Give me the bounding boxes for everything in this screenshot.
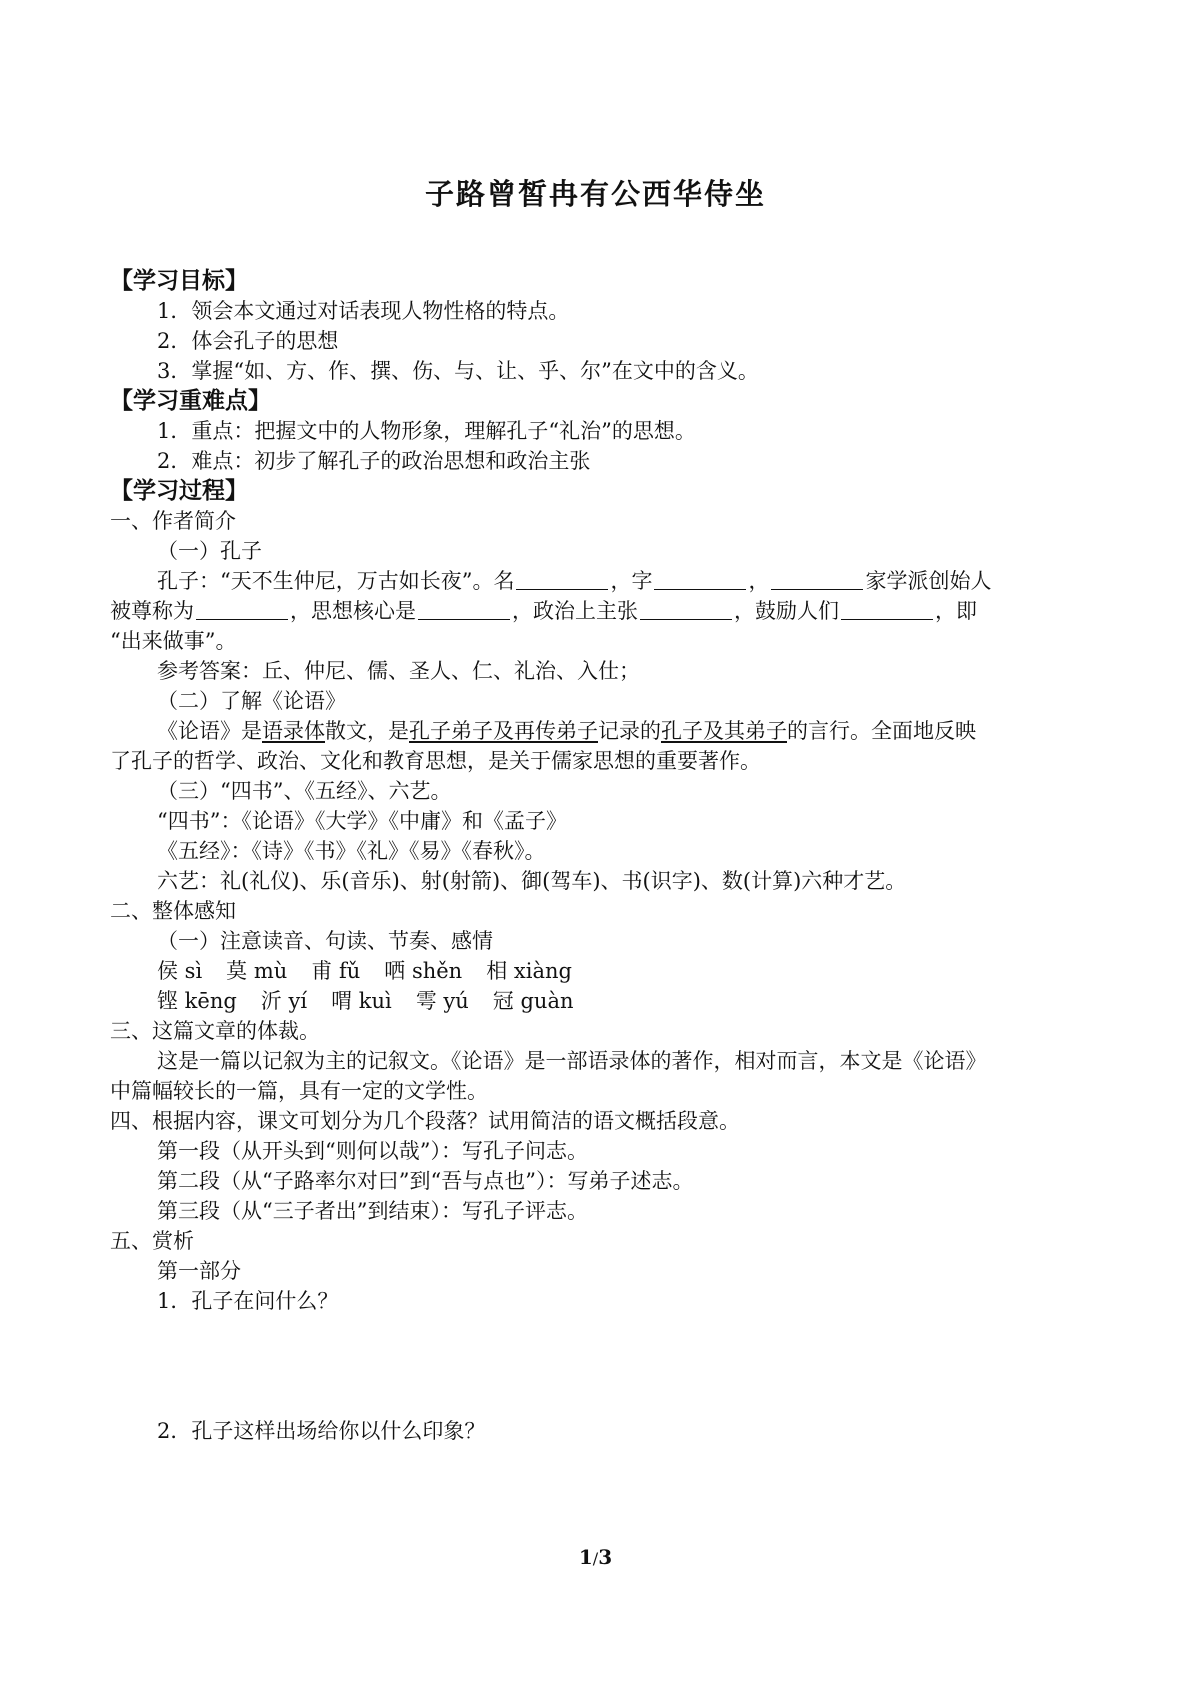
pinyin-item: 莫 mù xyxy=(226,959,288,983)
reference-answer: 参考答案：丘、仲尼、儒、圣人、仁、礼治、入仕； xyxy=(157,659,640,683)
section-4-title: 四、根据内容，课文可划分为几个段落？试用简洁的语文概括段意。 xyxy=(110,1109,740,1133)
text-segment: 家学派创始人 xyxy=(865,569,992,593)
text-segment: 被尊称为 xyxy=(110,599,194,623)
blank-encourage xyxy=(841,599,933,620)
page-separator: / xyxy=(592,1549,599,1568)
six-arts: 六艺：礼(礼仪)、乐(音乐)、射(射箭)、御(驾车)、书(识字)、数(计算)六种才艺。 xyxy=(157,869,907,893)
pinyin-item: 雩 yú xyxy=(415,989,469,1013)
section-2-title: 二、整体感知 xyxy=(110,899,236,923)
pinyin-item: 沂 yí xyxy=(260,989,308,1013)
pinyin-item: 哂 shěn xyxy=(384,959,463,983)
pinyin-item: 侯 sì xyxy=(157,959,203,983)
confucius-fill-line-2 xyxy=(110,596,977,626)
text-segment: 散文，是 xyxy=(325,719,409,743)
text-segment: 记录的 xyxy=(598,719,661,743)
confucius-fill-line-3: “出来做事”。 xyxy=(110,629,237,653)
paragraph-summary-2: 第二段（从“子路率尔对曰”到“吾与点也”）：写弟子述志。 xyxy=(157,1169,694,1193)
pinyin-item: 甫 fǔ xyxy=(311,959,361,983)
paragraph-summary-1: 第一段（从开头到“则何以哉”）：写孔子问志。 xyxy=(157,1139,588,1163)
goal-item-1: 1．领会本文通过对话表现人物性格的特点。 xyxy=(157,299,570,323)
text-segment: ， xyxy=(748,569,770,593)
blank-politics xyxy=(640,599,732,620)
text-segment: 的言行。全面地反映 xyxy=(787,719,976,743)
pinyin-item: 相 xiàng xyxy=(486,959,572,983)
text-segment: ，鼓励人们 xyxy=(734,599,839,623)
genre-para-line-2: 中篇幅较长的一篇，具有一定的文学性。 xyxy=(110,1079,488,1103)
text-segment: ，思想核心是 xyxy=(290,599,416,623)
paragraph-summary-3: 第三段（从“三子者出”到结束）：写孔子评志。 xyxy=(157,1199,588,1223)
question-1: 1．孔子在问什么？ xyxy=(157,1289,339,1313)
lunyu-para-line-2: 了孔子的哲学、政治、文化和教育思想，是关于儒家思想的重要著作。 xyxy=(110,749,761,773)
pinyin-item: 喟 kuì xyxy=(331,989,392,1013)
pinyin-item: 冠 guàn xyxy=(492,989,574,1013)
section-1-sub-1: （一）孔子 xyxy=(157,539,262,563)
goal-item-3: 3．掌握“如、方、作、撰、伤、与、让、乎、尔”在文中的含义。 xyxy=(157,359,759,383)
blank-school xyxy=(771,569,863,590)
text-segment: 《论语》是 xyxy=(157,719,262,743)
blank-name xyxy=(516,569,608,590)
section-1-title: 一、作者简介 xyxy=(110,509,236,533)
pinyin-row-1 xyxy=(157,956,596,986)
page-title: 子路曾皙冉有公西华侍坐 xyxy=(424,177,766,211)
four-books: “四书”：《论语》《大学》《中庸》和《孟子》 xyxy=(157,809,567,833)
section-2-sub-1: （一）注意读音、句读、节奏、感情 xyxy=(157,929,493,953)
key-point-2: 2．难点：初步了解孔子的政治思想和政治主张 xyxy=(157,449,591,473)
key-points-heading: 【学习重难点】 xyxy=(110,388,271,414)
blank-title xyxy=(196,599,288,620)
goal-item-2: 2．体会孔子的思想 xyxy=(157,329,339,353)
pinyin-item: 铿 kēng xyxy=(157,989,237,1013)
five-classics: 《五经》：《诗》《书》《礼》《易》《春秋》。 xyxy=(157,839,546,863)
blank-core xyxy=(418,599,510,620)
text-segment: ，字 xyxy=(610,569,653,593)
section-5-title: 五、赏析 xyxy=(110,1229,194,1253)
text-segment: 孔子：“天不生仲尼，万古如长夜”。名 xyxy=(157,569,515,593)
genre-para-line-1: 这是一篇以记叙为主的记叙文。《论语》是一部语录体的著作，相对而言，本文是《论语》 xyxy=(157,1049,987,1073)
lunyu-para-line-1 xyxy=(157,716,976,746)
confucius-fill-line-1 xyxy=(157,566,991,596)
section-1-sub-3: （三）“四书”、《五经》、六艺。 xyxy=(157,779,452,803)
text-segment: ，政治上主张 xyxy=(512,599,638,623)
pinyin-row-2 xyxy=(157,986,598,1016)
section-3-title: 三、这篇文章的体裁。 xyxy=(110,1019,320,1043)
text-segment: ，即 xyxy=(935,599,977,623)
current-page: 1 xyxy=(578,1545,593,1569)
part-one-label: 第一部分 xyxy=(157,1259,241,1283)
process-heading: 【学习过程】 xyxy=(110,478,248,504)
underlined-term: 语录体 xyxy=(262,719,325,743)
key-point-1: 1．重点：把握文中的人物形象，理解孔子“礼治”的思想。 xyxy=(157,419,696,443)
section-1-sub-2: （二）了解《论语》 xyxy=(157,689,346,713)
goals-heading: 【学习目标】 xyxy=(110,268,248,294)
underlined-term: 孔子及其弟子 xyxy=(661,719,787,743)
underlined-term: 孔子弟子及再传弟子 xyxy=(409,719,598,743)
question-2: 2．孔子这样出场给你以什么印象？ xyxy=(157,1419,486,1443)
page-number xyxy=(0,1545,1191,1569)
total-pages: 3 xyxy=(598,1545,613,1569)
blank-courtesy-name xyxy=(654,569,746,590)
